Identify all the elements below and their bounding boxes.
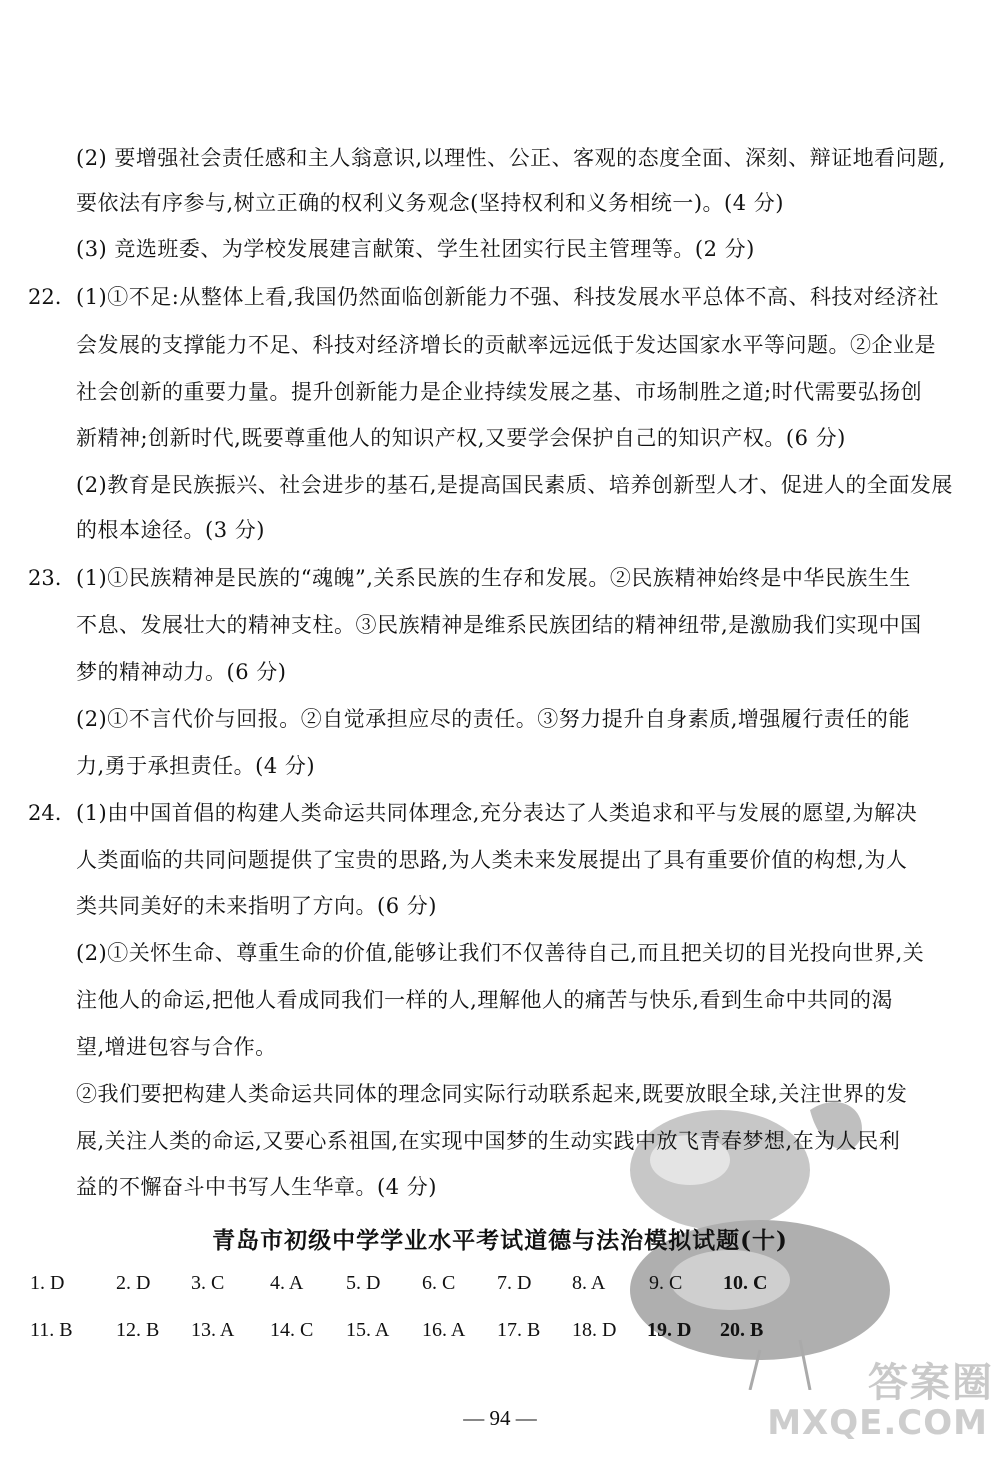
q23-part1-line1: (1)①民族精神是民族的“魂魄”,关系民族的生存和发展。②民族精神始终是中华民族生生 (76, 566, 911, 590)
q22-part2-line2: 的根本途径。(3 分) (76, 518, 265, 542)
answer-10: 10. C (723, 1272, 768, 1294)
q24-part2-line3: 望,增进包容与合作。 (76, 1035, 277, 1059)
q24-part3-line2: 展,关注人类的命运,又要心系祖国,在实现中国梦的生动实践中放飞青春梦想,在为人民利 (76, 1129, 901, 1153)
answer-2: 2. D (116, 1272, 151, 1294)
answer-1: 1. D (30, 1272, 65, 1294)
page-number: — 94 — (463, 1406, 537, 1430)
answer-3: 3. C (191, 1272, 225, 1294)
answer-17: 17. B (497, 1319, 541, 1341)
q22-part2-line1: (2)教育是民族振兴、社会进步的基石,是提高国民素质、培养创新型人才、促进人的全面发展 (76, 473, 953, 497)
answer-9: 9. C (649, 1272, 683, 1294)
q24-part3-line3: 益的不懈奋斗中书写人生华章。(4 分) (76, 1175, 437, 1199)
q24-part2-line1: (2)①关怀生命、尊重生命的价值,能够让我们不仅善待自己,而且把关切的目光投向世界,关 (76, 941, 925, 965)
q24-number: 24. (28, 801, 62, 825)
watermark-logo: 答案圈 (868, 1360, 994, 1406)
section-title: 青岛市初级中学学业水平考试道德与法治模拟试题(十) (212, 1227, 788, 1254)
answer-18: 18. D (572, 1319, 617, 1341)
q22-part1-line3: 社会创新的重要力量。提升创新能力是企业持续发展之基、市场制胜之道;时代需要弘扬创 (76, 380, 923, 404)
watermark (734, 1351, 994, 1451)
answer-19: 19. D (647, 1319, 692, 1341)
q24-part1-line2: 人类面临的共同问题提供了宝贵的思路,为人类未来发展提出了具有重要价值的构想,为人 (76, 848, 908, 872)
q21-part2-line1: (2) 要增强社会责任感和主人翁意识,以理性、公正、客观的态度全面、深刻、辩证地看问题, (76, 146, 946, 170)
answer-15: 15. A (346, 1319, 390, 1341)
q22-part1-line2: 会发展的支撑能力不足、科技对经济增长的贡献率远远低于发达国家水平等问题。②企业是 (76, 333, 936, 357)
q24-part1-line1: (1)由中国首倡的构建人类命运共同体理念,充分表达了人类追求和平与发展的愿望,为解决 (76, 801, 918, 825)
watermark-url: MXQE.COM (767, 1403, 988, 1443)
answer-11: 11. B (30, 1319, 73, 1341)
q22-part1-line4: 新精神;创新时代,既要尊重他人的知识产权,又要学会保护自己的知识产权。(6 分) (76, 426, 846, 450)
q22-number: 22. (28, 285, 62, 309)
answer-16: 16. A (422, 1319, 466, 1341)
answer-13: 13. A (191, 1319, 235, 1341)
q24-part2-line2: 注他人的命运,把他人看成同我们一样的人,理解他人的痛苦与快乐,看到生命中共同的渴 (76, 988, 894, 1012)
answer-14: 14. C (270, 1319, 314, 1341)
answer-5: 5. D (346, 1272, 381, 1294)
q23-part1-line3: 梦的精神动力。(6 分) (76, 660, 287, 684)
q24-part1-line3: 类共同美好的未来指明了方向。(6 分) (76, 894, 437, 918)
q24-part3-line1: ②我们要把构建人类命运共同体的理念同实际行动联系起来,既要放眼全球,关注世界的发 (76, 1082, 908, 1106)
answer-8: 8. A (572, 1272, 606, 1294)
q22-part1-line1: (1)①不足:从整体上看,我国仍然面临创新能力不强、科技发展水平总体不高、科技对经济社 (76, 285, 939, 309)
answer-6: 6. C (422, 1272, 456, 1294)
q21-part2-line2: 要依法有序参与,树立正确的权利义务观念(坚持权利和义务相统一)。(4 分) (76, 191, 784, 215)
answer-4: 4. A (270, 1272, 304, 1294)
answer-12: 12. B (116, 1319, 160, 1341)
q23-part1-line2: 不息、发展壮大的精神支柱。③民族精神是维系民族团结的精神纽带,是激励我们实现中国 (76, 613, 922, 637)
q21-part3-line1: (3) 竞选班委、为学校发展建言献策、学生社团实行民主管理等。(2 分) (76, 237, 755, 261)
q23-number: 23. (28, 566, 62, 590)
answer-7: 7. D (497, 1272, 532, 1294)
q23-part2-line2: 力,勇于承担责任。(4 分) (76, 754, 316, 778)
q23-part2-line1: (2)①不言代价与回报。②自觉承担应尽的责任。③努力提升自身素质,增强履行责任的能 (76, 707, 910, 731)
answer-20: 20. B (720, 1319, 764, 1341)
